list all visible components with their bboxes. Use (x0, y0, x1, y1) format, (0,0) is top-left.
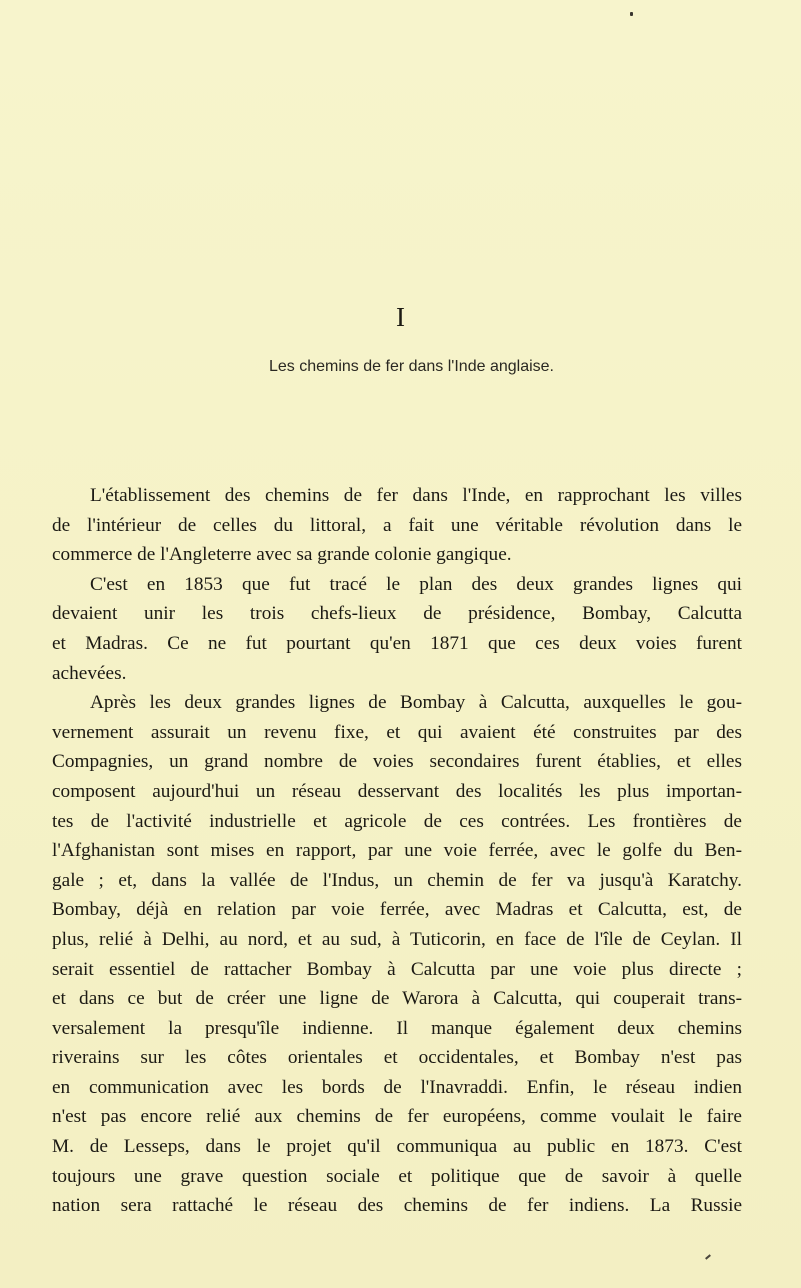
text-line: serait essentiel de rattacher Bombay à Calcutta par une voie plus directe ; (52, 958, 742, 980)
text-line: toujours une grave question sociale et politique que de savoir à quelle (52, 1165, 742, 1187)
text-line: Bombay, déjà en relation par voie ferrée, avec Madras et Calcutta, est, de (52, 899, 742, 921)
body-text (52, 481, 742, 1221)
text-line: M. de Lesseps, dans le projet qu'il communiqua au public en 1873. C'est (52, 1136, 742, 1158)
text-line: riverains sur les côtes orientales et occidentales, et Bombay n'est pas (52, 1047, 742, 1069)
text-line: composent aujourd'hui un réseau desservant des localités les plus importan- (52, 780, 742, 802)
text-line: achevées. (52, 662, 127, 684)
text-line: vernement assurait un revenu fixe, et qui avaient été construites par des (52, 721, 742, 743)
text-line: nation sera rattaché le réseau des chemins de fer indiens. La Russie (52, 1195, 742, 1217)
text-line: versalement la presqu'île indienne. Il manque également deux chemins (52, 1017, 742, 1039)
text-line: gale ; et, dans la vallée de l'Indus, un chemin de fer va jusqu'à Karatchy. (52, 869, 742, 891)
paper-speck (705, 1254, 711, 1259)
text-line: et Madras. Ce ne fut pourtant qu'en 1871 que ces deux voies furent (52, 632, 742, 654)
text-line: en communication avec les bords de l'Inavraddi. Enfin, le réseau indien (52, 1076, 742, 1098)
text-line: Compagnies, un grand nombre de voies secondaires furent établies, et elles (52, 751, 742, 773)
text-line: l'Afghanistan sont mises en rapport, par une voie ferrée, avec le golfe du Ben- (52, 840, 742, 862)
chapter-title: Les chemins de fer dans l'Inde anglaise. (268, 358, 554, 375)
text-line: tes de l'activité industrielle et agricole de ces contrées. Les frontières de (52, 810, 742, 832)
text-line: de l'intérieur de celles du littoral, a fait une véritable révolution dans le (52, 514, 742, 536)
paper-speck (630, 12, 633, 16)
text-line: n'est pas encore relié aux chemins de fer européens, comme voulait le faire (52, 1106, 742, 1128)
text-line: C'est en 1853 que fut tracé le plan des deux grandes lignes qui (90, 573, 742, 595)
text-line: Après les deux grandes lignes de Bombay à Calcutta, auxquelles le gou- (90, 692, 742, 714)
text-line: commerce de l'Angleterre avec sa grande colonie gangique. (52, 544, 512, 566)
text-line: et dans ce but de créer une ligne de Warora à Calcutta, qui couperait trans- (52, 988, 742, 1010)
chapter-number: I (396, 302, 405, 332)
text-line: devaient unir les trois chefs-lieux de présidence, Bombay, Calcutta (52, 603, 742, 625)
text-line: plus, relié à Delhi, au nord, et au sud, à Tuticorin, en face de l'île de Ceylan. Il (52, 928, 742, 950)
text-line: L'établissement des chemins de fer dans l'Inde, en rapprochant les villes (90, 485, 742, 506)
